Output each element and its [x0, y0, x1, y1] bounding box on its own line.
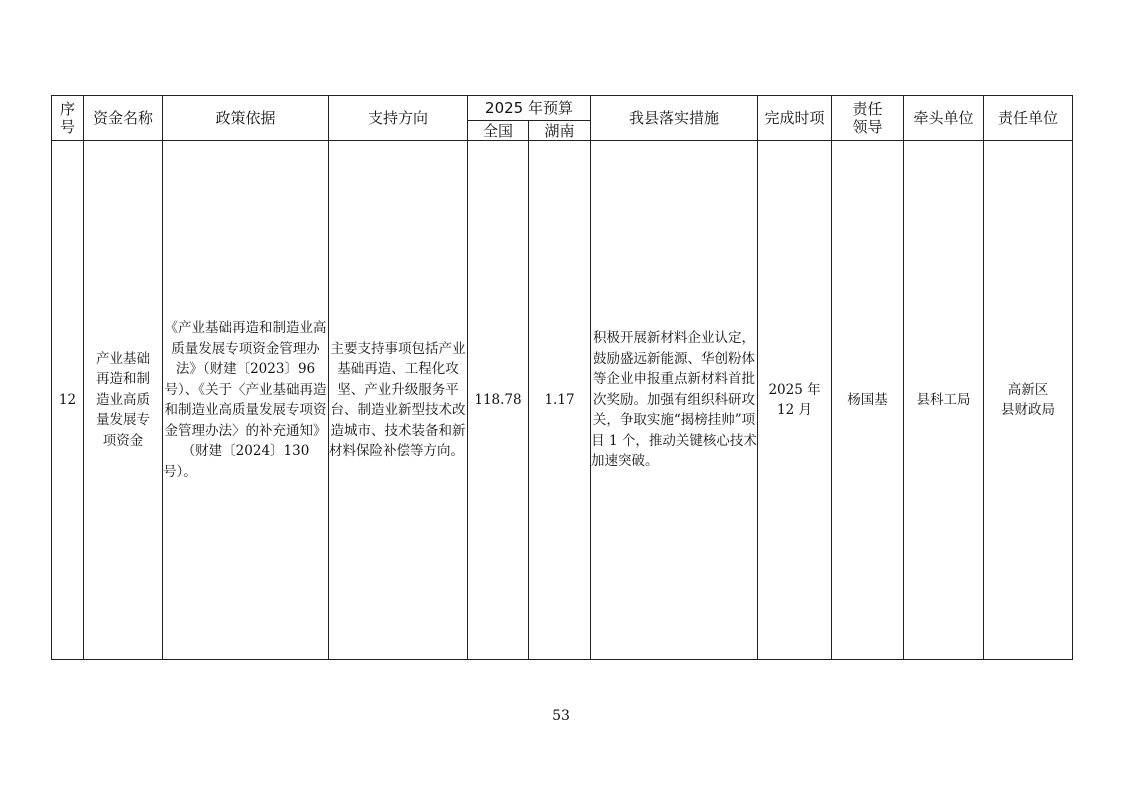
header-budget-2025: 2025 年预算 — [468, 96, 591, 121]
page-number: 53 — [552, 708, 570, 724]
cell-county-measures: 积极开展新材料企业认定，鼓励盛远新能源、华创粉体等企业申报重点新材料首批次奖励。加强有组织科研攻关，争取实施“揭榜挂帅”项目 1 个，推动关键核心技术加速突破。 — [591, 141, 758, 660]
cell-support-direction: 主要支持事项包括产业基础再造、工程化攻坚、产业升级服务平台、制造业新型技术改造城市、技术装备和新材料保险补偿等方向。 — [329, 141, 468, 660]
header-policy-basis: 政策依据 — [163, 96, 329, 141]
cell-responsible-unit: 高新区 县财政局 — [984, 141, 1073, 660]
funding-table — [51, 95, 1073, 660]
cell-fund-name: 产业基础 再造和制 造业高质 量发展专 项资金 — [84, 141, 163, 660]
header-county-measures: 我县落实措施 — [591, 96, 758, 141]
cell-policy-basis: 《产业基础再造和制造业高质量发展专项资金管理办法》（财建〔2023〕96 号）、《关于〈产业基础再造和制造业高质量发展专项资金管理办法〉的补充通知》（财建〔2024〕130 号）。 — [163, 141, 329, 660]
header-budget-national: 全国 — [468, 121, 529, 141]
cell-completion-time: 2025 年 12 月 — [758, 141, 832, 660]
header-lead-unit: 牵头单位 — [904, 96, 984, 141]
cell-seq: 12 — [52, 141, 84, 660]
cell-responsible-leader: 杨国基 — [832, 141, 904, 660]
header-completion-time: 完成时项 — [758, 96, 832, 141]
header-budget-hunan: 湖南 — [529, 121, 591, 141]
header-support-direction: 支持方向 — [329, 96, 468, 141]
header-fund-name: 资金名称 — [84, 96, 163, 141]
cell-budget-national: 118.78 — [468, 141, 529, 660]
cell-budget-hunan: 1.17 — [529, 141, 591, 660]
cell-lead-unit: 县科工局 — [904, 141, 984, 660]
header-seq: 序 号 — [52, 96, 84, 141]
header-responsible-leader: 责任 领导 — [832, 96, 904, 141]
header-responsible-unit: 责任单位 — [984, 96, 1073, 141]
table-row — [52, 141, 1073, 660]
